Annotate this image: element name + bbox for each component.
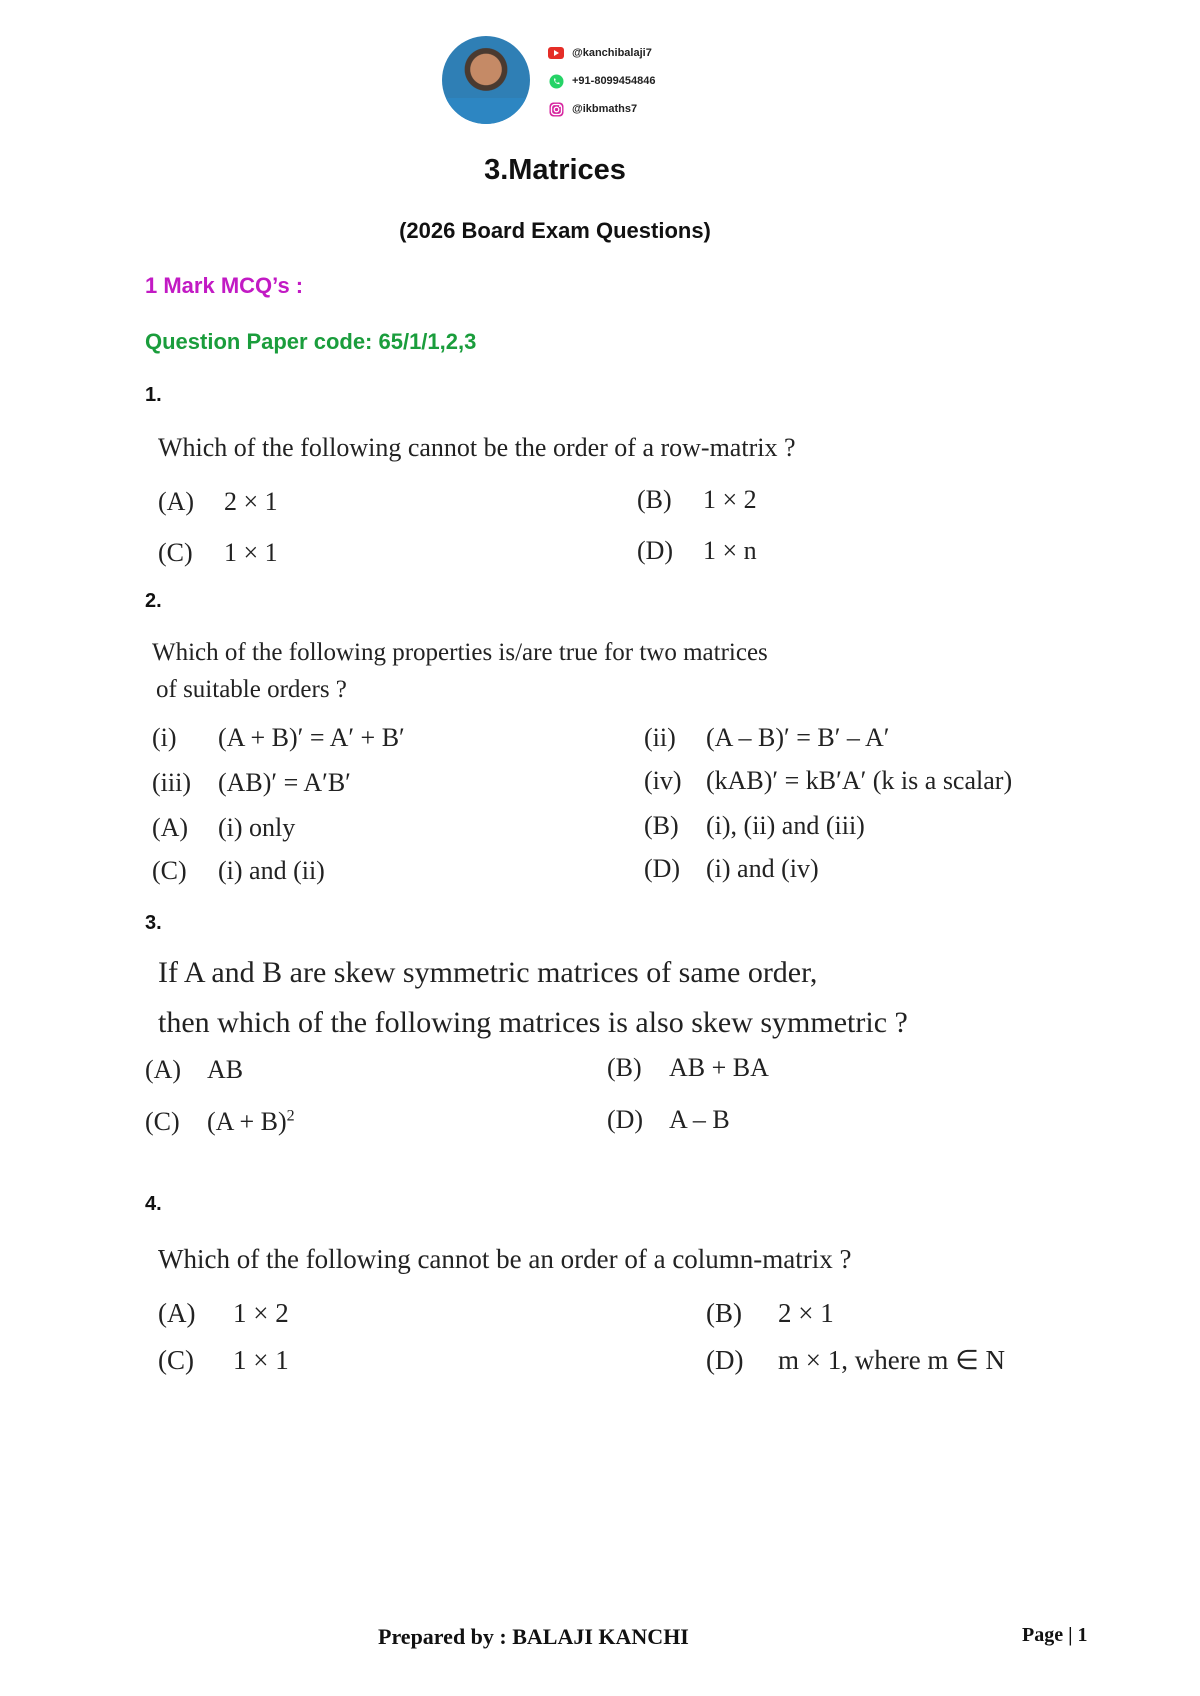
option-label: (A) bbox=[145, 1055, 182, 1084]
question-2-option-d[interactable] bbox=[644, 854, 819, 884]
option-value: 1 × 2 bbox=[233, 1298, 289, 1328]
question-3-option-c[interactable] bbox=[145, 1107, 295, 1137]
option-label: (A) bbox=[152, 813, 189, 842]
question-4-text: Which of the following cannot be an order of a column-matrix ? bbox=[158, 1244, 852, 1274]
option-label: (C) bbox=[158, 538, 193, 567]
question-3-option-d[interactable] bbox=[607, 1105, 730, 1135]
question-4-number: 4. bbox=[145, 1193, 162, 1215]
question-1-text: Which of the following cannot be the order of a row-matrix ? bbox=[158, 433, 796, 462]
paper-code: Question Paper code: 65/1/1,2,3 bbox=[145, 329, 477, 354]
question-3-option-a[interactable] bbox=[145, 1055, 243, 1085]
option-value: (i) and (ii) bbox=[218, 856, 325, 885]
question-2-option-c[interactable] bbox=[152, 856, 325, 886]
instagram-icon bbox=[548, 102, 564, 116]
statement-label: (iii) bbox=[152, 768, 191, 797]
option-label: (A) bbox=[158, 487, 195, 516]
question-4-option-b[interactable] bbox=[706, 1298, 834, 1329]
option-label: (D) bbox=[637, 536, 674, 565]
option-label: (D) bbox=[607, 1105, 644, 1134]
youtube-link[interactable] bbox=[548, 44, 652, 62]
option-value: 1 × n bbox=[703, 536, 757, 565]
question-3-text-line2: then which of the following matrices is also skew symmetric ? bbox=[158, 1006, 908, 1039]
option-value: 1 × 1 bbox=[233, 1345, 289, 1375]
statement-value: (AB)′ = A′B′ bbox=[218, 768, 351, 797]
question-1-option-b[interactable] bbox=[637, 485, 757, 515]
youtube-icon bbox=[548, 46, 564, 60]
option-label: (D) bbox=[706, 1345, 744, 1375]
footer-page-number: Page | 1 bbox=[1022, 1624, 1088, 1646]
question-2-statement-ii bbox=[644, 723, 889, 753]
question-2-number: 2. bbox=[145, 590, 162, 612]
option-value: AB + BA bbox=[669, 1053, 769, 1082]
question-4-option-d[interactable] bbox=[706, 1345, 1005, 1376]
question-1-option-c[interactable] bbox=[158, 538, 278, 568]
question-2-option-b[interactable] bbox=[644, 811, 865, 841]
option-superscript: 2 bbox=[286, 1107, 295, 1125]
option-label: (C) bbox=[158, 1345, 194, 1375]
statement-value: (kAB)′ = kB′A′ (k is a scalar) bbox=[706, 766, 1013, 795]
footer-prepared-by: Prepared by : BALAJI KANCHI bbox=[378, 1624, 689, 1649]
whatsapp-number: +91-8099454846 bbox=[572, 75, 656, 87]
question-1-option-a[interactable] bbox=[158, 487, 278, 517]
question-3-number: 3. bbox=[145, 912, 162, 934]
question-3-option-b[interactable] bbox=[607, 1053, 769, 1083]
option-value: AB bbox=[207, 1055, 244, 1084]
option-value: m × 1, where m ∈ N bbox=[778, 1345, 1005, 1375]
question-2-text-line1: Which of the following properties is/are true for two matrices bbox=[152, 639, 768, 666]
question-4-option-c[interactable] bbox=[158, 1345, 289, 1376]
option-label: (C) bbox=[145, 1107, 180, 1136]
statement-label: (iv) bbox=[644, 766, 682, 795]
option-label: (B) bbox=[644, 811, 679, 840]
option-value: A – B bbox=[669, 1105, 730, 1134]
option-label: (A) bbox=[158, 1298, 196, 1328]
option-value: (i), (ii) and (iii) bbox=[706, 811, 865, 840]
statement-value: (A – B)′ = B′ – A′ bbox=[706, 723, 890, 752]
question-2-statement-iv bbox=[644, 766, 1012, 796]
option-value: 2 × 1 bbox=[224, 487, 278, 516]
option-value: (i) only bbox=[218, 813, 296, 842]
option-label: (C) bbox=[152, 856, 187, 885]
statement-value: (A + B)′ = A′ + B′ bbox=[218, 723, 405, 752]
section-label: 1 Mark MCQ’s : bbox=[145, 273, 304, 298]
option-value: 1 × 2 bbox=[703, 485, 757, 514]
option-label: (B) bbox=[637, 485, 672, 514]
option-value: 2 × 1 bbox=[778, 1298, 834, 1328]
question-2-option-a[interactable] bbox=[152, 813, 295, 843]
statement-label: (i) bbox=[152, 723, 177, 752]
option-value: (i) and (iv) bbox=[706, 854, 819, 883]
whatsapp-icon bbox=[548, 74, 564, 88]
question-2-statement-iii bbox=[152, 768, 351, 798]
page-title: 3.Matrices bbox=[484, 154, 626, 186]
question-3-text-line1: If A and B are skew symmetric matrices of same order, bbox=[158, 956, 818, 989]
author-photo bbox=[442, 36, 530, 124]
option-label: (B) bbox=[607, 1053, 642, 1082]
question-2-statement-i bbox=[152, 723, 405, 753]
instagram-link[interactable] bbox=[548, 100, 637, 118]
question-1-number: 1. bbox=[145, 384, 162, 406]
option-label: (D) bbox=[644, 854, 681, 883]
option-value: 1 × 1 bbox=[224, 538, 278, 567]
whatsapp-link[interactable] bbox=[548, 72, 656, 90]
question-2-text-line2: of suitable orders ? bbox=[156, 676, 347, 703]
option-label: (B) bbox=[706, 1298, 742, 1328]
youtube-handle: @kanchibalaji7 bbox=[572, 47, 652, 59]
question-1-option-d[interactable] bbox=[637, 536, 757, 566]
instagram-handle: @ikbmaths7 bbox=[572, 103, 638, 115]
question-4-option-a[interactable] bbox=[158, 1298, 289, 1329]
statement-label: (ii) bbox=[644, 723, 676, 752]
option-value: (A + B) bbox=[207, 1107, 287, 1136]
page-subtitle: (2026 Board Exam Questions) bbox=[399, 218, 711, 243]
